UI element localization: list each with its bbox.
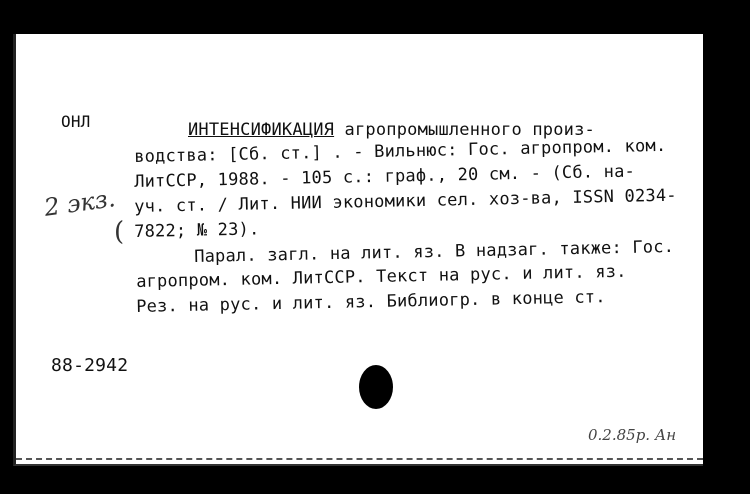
publication-line-2: водства: [Сб. ст.] . - Вильнюс: Гос. агропром. ком.: [134, 135, 667, 167]
series-line-end: 7822; № 23).: [134, 219, 260, 242]
note-line-2: агропром. ком. ЛитССР. Текст на рус. и лит. яз.: [136, 261, 627, 292]
publication-line-3: ЛитССР, 1988. - 105 с.: граф., 20 см. - (Сб. на-: [134, 161, 636, 192]
title-continuation: агропромышленного произ-: [334, 120, 595, 140]
handwritten-copies-note: 2 экз.: [42, 184, 117, 222]
note-line-3: Рез. на рус. и лит. яз. Библиогр. в конце ст.: [136, 287, 606, 317]
punch-hole: [359, 365, 393, 409]
title-line: [188, 120, 595, 140]
call-number: ОНЛ: [61, 112, 91, 131]
pencil-bracket-mark: (: [114, 217, 125, 247]
handwritten-price-note: 0.2.85р. Ан: [588, 426, 677, 444]
title: ИНТЕНСИФИКАЦИЯ: [188, 120, 335, 140]
catalog-card: [13, 34, 703, 466]
note-line-1: Парал. загл. на лит. яз. В надзаг. также: Гос.: [194, 236, 675, 267]
accession-number: 88-2942: [51, 355, 129, 376]
series-line: уч. ст. / Лит. НИИ экономики сел. хоз-ва, ISSN 0234-: [134, 185, 677, 217]
bottom-edge-line: [16, 458, 703, 460]
